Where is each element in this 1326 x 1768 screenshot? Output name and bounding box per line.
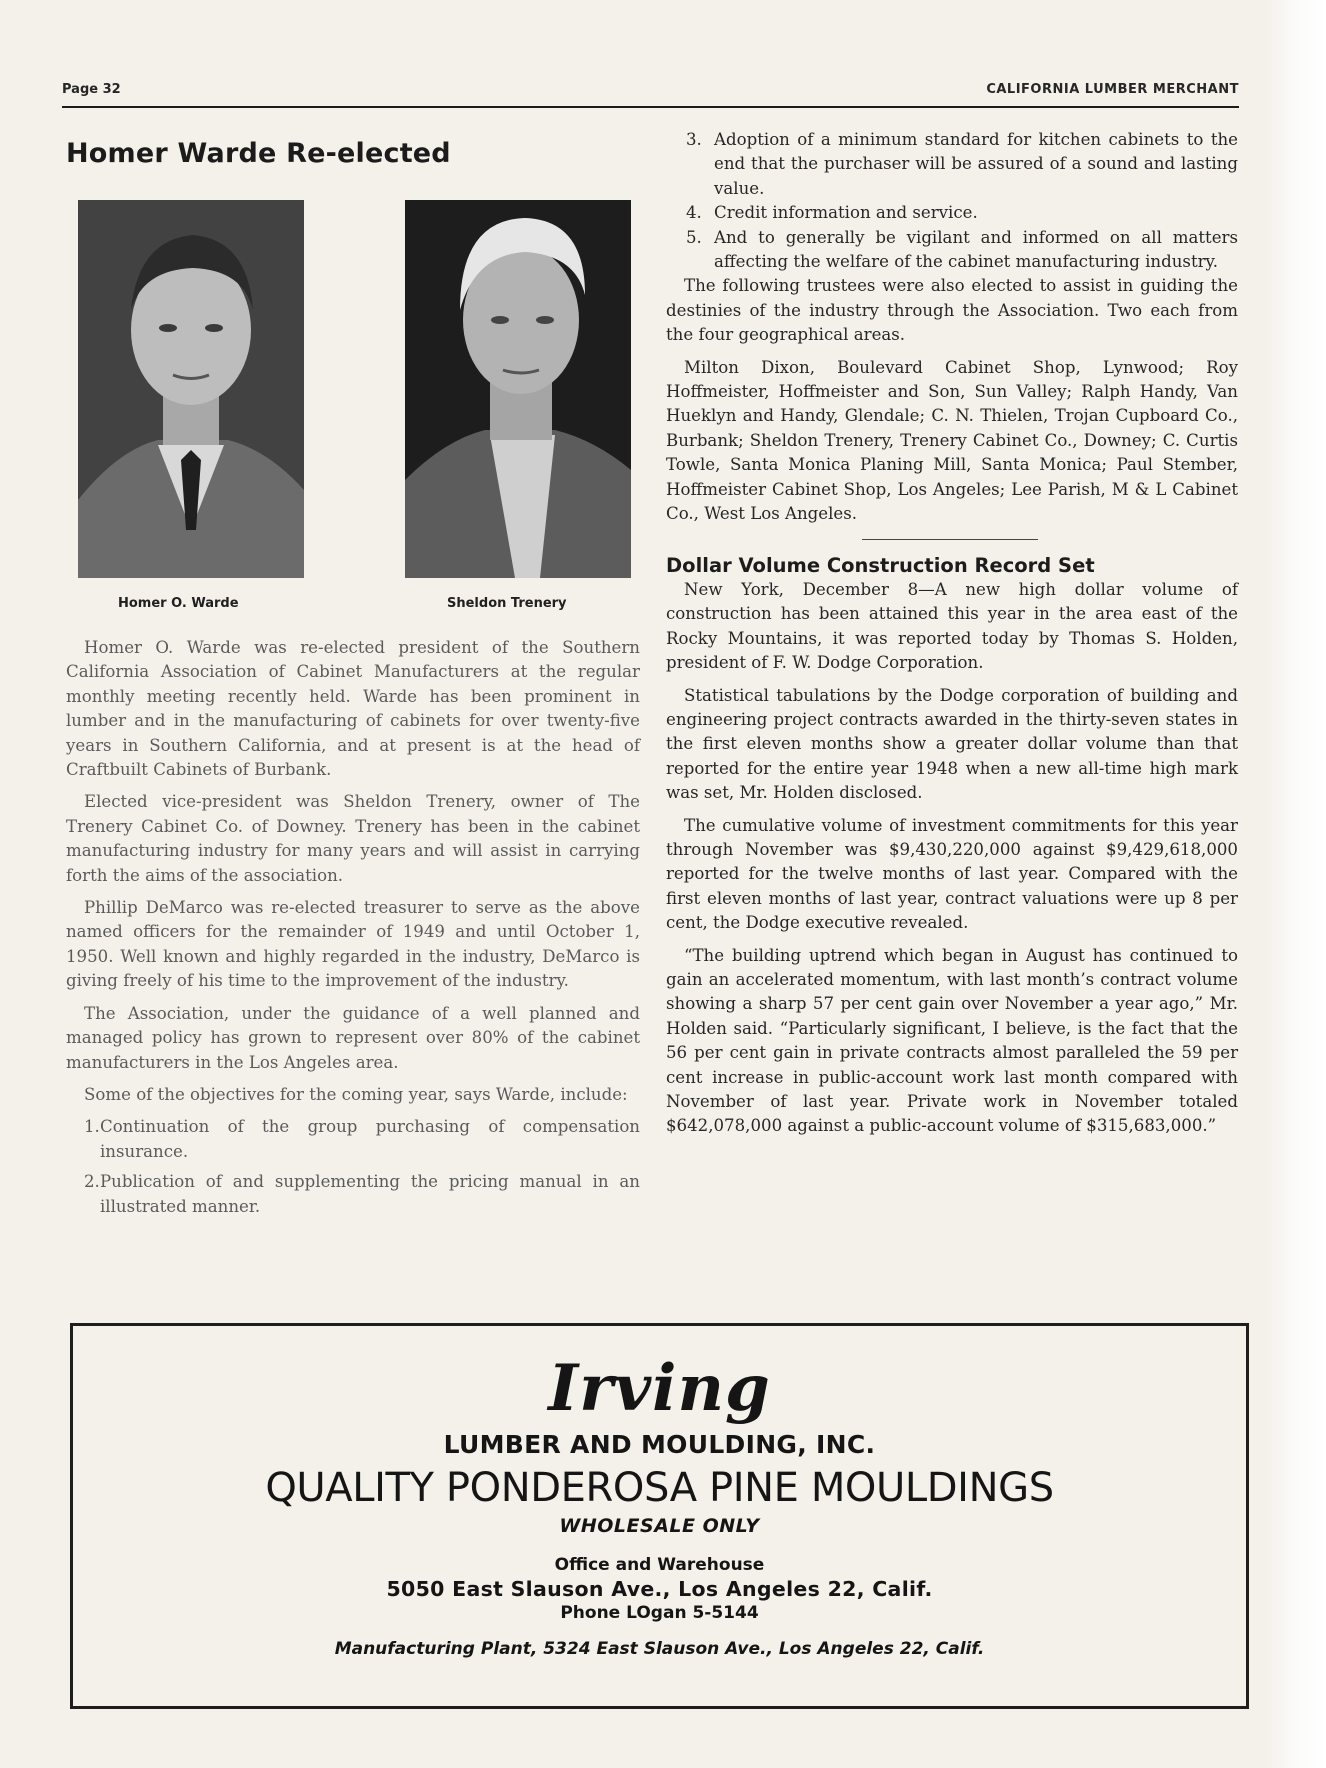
paragraph: Some of the objectives for the coming year, says Warde, include: xyxy=(84,1084,628,1104)
photo-caption: Homer O. Warde xyxy=(118,596,239,611)
section-divider xyxy=(862,539,1038,540)
list-number: 2. xyxy=(84,1172,100,1192)
list-number: 3. xyxy=(686,130,702,149)
page-edge-shading xyxy=(1266,0,1326,1768)
paragraph: The Association, under the guidance of a well planned and managed policy has grown to represent over 80% of the cabinet manufacturers in the Los Angeles area. xyxy=(66,1003,640,1072)
objectives-list-continued xyxy=(666,128,1238,274)
publication-name: CALIFORNIA LUMBER MERCHANT xyxy=(986,82,1239,97)
ad-plant: Manufacturing Plant, 5324 East Slauson Ave., Los Angeles 22, Calif. xyxy=(334,1639,985,1660)
list-item xyxy=(666,226,1238,275)
ad-brand-logo: Irving xyxy=(548,1351,771,1426)
objectives-list xyxy=(66,1115,640,1219)
portrait-sheldon-trenery xyxy=(405,200,631,578)
ad-address: 5050 East Slauson Ave., Los Angeles 22, Calif. xyxy=(386,1577,933,1602)
advertisement-box xyxy=(70,1323,1249,1709)
ad-company: LUMBER AND MOULDING, INC. xyxy=(443,1430,876,1460)
list-number: 4. xyxy=(686,203,702,223)
list-text: Credit information and service. xyxy=(714,203,978,223)
portrait-image xyxy=(78,200,304,578)
paragraph: The cumulative volume of investment commitments for this year through November was $9,430,220,000 against $9,429,618,000 reported for the twelve months of last year. Compared with the first eleven months of last year, contract valuations were up 8 per cent, the Dodge executive revealed. xyxy=(666,815,1238,933)
portrait-homer-warde xyxy=(78,200,304,578)
list-text: Adoption of a minimum standard for kitchen cabinets to the end that the purchaser will be assured of a sound and lasting value. xyxy=(714,130,1238,198)
list-text: And to generally be vigilant and informed on all matters affecting the welfare of the cabinet manufacturing industry. xyxy=(714,227,1238,272)
paragraph: Milton Dixon, Boulevard Cabinet Shop, Lynwood; Roy Hoffmeister, Hoffmeister and Son, Sun Valley; Ralph Handy, Van Hueklyn and Handy, Glendale; C. N. Thielen, Trojan Cupboard Co., Burbank; Sheldon Trenery, Trenery Cabinet Co., Downey; C. Curtis Towle, Santa Monica Planing Mill, Santa Monica; Paul Stember, Hoffmeister Cabinet Shop, Los Angeles; Lee Parish, M & L Cabinet Co., West Los Angeles. xyxy=(666,357,1238,524)
ad-office-label: Office and Warehouse xyxy=(554,1555,765,1576)
list-text: Continuation of the group purchasing of compensation insurance. xyxy=(100,1117,640,1161)
paragraph: Phillip DeMarco was re-elected treasurer to serve as the above named officers for the remainder of 1949 and until October 1, 1950. Well known and highly regarded in the industry, DeMarco is giving freely of his time to the improvement of the industry. xyxy=(66,898,640,991)
list-text: Publication of and supplementing the pricing manual in an illustrated manner. xyxy=(100,1172,640,1216)
paragraph: Homer O. Warde was re-elected president of the Southern California Association of Cabinet Manufacturers at the regular monthly meeting recently held. Warde has been prominent in lumber and in the manufacturing of cabinets for over twenty-five years in Southern California, and at present is at the head of Craftbuilt Cabinets of Burbank. xyxy=(66,638,640,780)
right-column xyxy=(666,128,1238,1147)
paragraph: The following trustees were also elected to assist in guiding the destinies of the industry through the Association. Two each from the four geographical areas. xyxy=(666,276,1238,345)
ad-tagline: WHOLESALE ONLY xyxy=(559,1515,760,1538)
ad-headline: QUALITY PONDEROSA PINE MOULDINGS xyxy=(265,1465,1054,1512)
paragraph: Elected vice-president was Sheldon Trenery, owner of The Trenery Cabinet Co. of Downey. Trenery has been in the cabinet manufacturing industry for many years and will assist in carrying forth the aims of the association. xyxy=(66,792,640,885)
portrait-image xyxy=(405,200,631,578)
page-number: Page 32 xyxy=(62,82,121,97)
running-header xyxy=(62,80,1239,108)
article-body-left xyxy=(66,636,640,1225)
list-item xyxy=(666,201,1238,225)
paragraph: Statistical tabulations by the Dodge corporation of building and engineering project contracts awarded in the thirty-seven states in the first eleven months show a greater dollar volume than that reported for the entire year 1948 when a new all-time high mark was set, Mr. Holden disclosed. xyxy=(666,685,1238,803)
article-title: Homer Warde Re-elected xyxy=(66,138,451,169)
list-item xyxy=(66,1115,640,1164)
list-item xyxy=(66,1170,640,1219)
ad-phone: Phone LOgan 5-5144 xyxy=(560,1603,759,1624)
left-column xyxy=(66,128,640,1216)
list-number: 5. xyxy=(686,227,702,247)
paragraph: New York, December 8—A new high dollar volume of construction has been attained this year in the area east of the Rocky Mountains, it was reported today by Thomas S. Holden, president of F. W. Dodge Corporation. xyxy=(666,579,1238,673)
photo-caption: Sheldon Trenery xyxy=(447,596,567,611)
list-number: 1. xyxy=(84,1117,100,1137)
list-item xyxy=(666,128,1238,201)
paragraph: “The building uptrend which began in August has continued to gain an accelerated momentum, with last month’s contract volume showing a sharp 57 per cent gain over November a year ago,” Mr. Holden said. “Particularly significant, I believe, is the fact that the 56 per cent gain in private contracts almost paralleled the 59 per cent increase in public-account work last month compared with November of last year. Private work in November totaled $642,078,000 against a public-account volume of $315,683,000.” xyxy=(666,945,1238,1136)
article-title: Dollar Volume Construction Record Set xyxy=(666,553,1095,577)
